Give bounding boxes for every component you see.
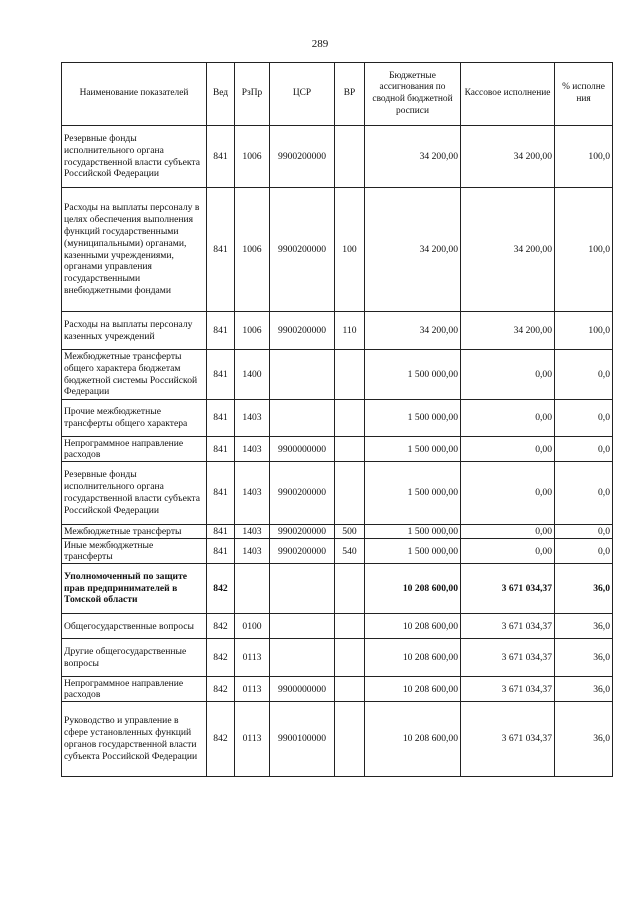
row-percent: 0,0 xyxy=(555,350,613,400)
table-row xyxy=(62,539,613,564)
row-csr: 9900200000 xyxy=(270,462,335,525)
row-ved: 841 xyxy=(207,188,235,312)
row-budget: 1 500 000,00 xyxy=(365,437,461,462)
row-percent: 36,0 xyxy=(555,702,613,777)
row-csr: 9900200000 xyxy=(270,312,335,350)
row-rzpr: 1006 xyxy=(235,312,270,350)
row-cash: 0,00 xyxy=(461,539,555,564)
row-rzpr: 1006 xyxy=(235,126,270,188)
table-row xyxy=(62,525,613,539)
row-name: Межбюджетные трансферты xyxy=(62,525,207,539)
header-cash-execution: Кассовое исполнение xyxy=(461,63,555,126)
row-csr xyxy=(270,564,335,614)
row-percent: 0,0 xyxy=(555,462,613,525)
row-budget: 1 500 000,00 xyxy=(365,525,461,539)
row-csr: 9900200000 xyxy=(270,525,335,539)
row-cash: 3 671 034,37 xyxy=(461,564,555,614)
row-percent: 36,0 xyxy=(555,614,613,639)
row-ved: 842 xyxy=(207,614,235,639)
row-vr: 100 xyxy=(335,188,365,312)
row-rzpr: 1006 xyxy=(235,188,270,312)
row-ved: 841 xyxy=(207,312,235,350)
row-budget: 34 200,00 xyxy=(365,188,461,312)
table-row xyxy=(62,188,613,312)
row-cash: 3 671 034,37 xyxy=(461,614,555,639)
row-percent: 0,0 xyxy=(555,400,613,437)
table-row xyxy=(62,126,613,188)
row-budget: 34 200,00 xyxy=(365,126,461,188)
row-budget: 10 208 600,00 xyxy=(365,702,461,777)
page-number: 289 xyxy=(311,38,329,50)
row-vr xyxy=(335,400,365,437)
row-rzpr: 0113 xyxy=(235,702,270,777)
row-vr xyxy=(335,462,365,525)
row-csr: 9900200000 xyxy=(270,539,335,564)
table-row xyxy=(62,462,613,525)
table-row xyxy=(62,702,613,777)
row-cash: 0,00 xyxy=(461,525,555,539)
row-vr xyxy=(335,350,365,400)
budget-execution-table xyxy=(61,62,613,777)
row-cash: 3 671 034,37 xyxy=(461,677,555,702)
row-vr xyxy=(335,702,365,777)
header-ved: Вед xyxy=(207,63,235,126)
row-name: Расходы на выплаты персоналу казенных учреждений xyxy=(62,312,207,350)
row-name: Уполномоченный по защите прав предпринимателей в Томской области xyxy=(62,564,207,614)
row-vr: 540 xyxy=(335,539,365,564)
row-ved: 841 xyxy=(207,462,235,525)
table-row xyxy=(62,437,613,462)
row-csr: 9900200000 xyxy=(270,126,335,188)
row-percent: 100,0 xyxy=(555,188,613,312)
row-vr xyxy=(335,126,365,188)
row-rzpr: 1403 xyxy=(235,462,270,525)
row-rzpr xyxy=(235,564,270,614)
row-budget: 10 208 600,00 xyxy=(365,614,461,639)
row-percent: 0,0 xyxy=(555,539,613,564)
row-rzpr: 0100 xyxy=(235,614,270,639)
row-name: Межбюджетные трансферты общего характера бюджетам бюджетной системы Российской Федерации xyxy=(62,350,207,400)
row-ved: 842 xyxy=(207,702,235,777)
row-cash: 0,00 xyxy=(461,462,555,525)
row-rzpr: 1403 xyxy=(235,525,270,539)
row-vr: 500 xyxy=(335,525,365,539)
header-budget-allocations: Бюджетные ассигнования по сводной бюджетной росписи xyxy=(365,63,461,126)
row-cash: 0,00 xyxy=(461,437,555,462)
row-vr xyxy=(335,614,365,639)
row-vr xyxy=(335,639,365,677)
row-percent: 36,0 xyxy=(555,677,613,702)
table-row xyxy=(62,312,613,350)
row-rzpr: 0113 xyxy=(235,639,270,677)
header-csr: ЦСР xyxy=(270,63,335,126)
row-percent: 100,0 xyxy=(555,312,613,350)
row-csr xyxy=(270,639,335,677)
row-budget: 1 500 000,00 xyxy=(365,400,461,437)
row-ved: 842 xyxy=(207,564,235,614)
row-budget: 1 500 000,00 xyxy=(365,462,461,525)
row-budget: 34 200,00 xyxy=(365,312,461,350)
row-csr: 9900000000 xyxy=(270,437,335,462)
header-indicator-name: Наименование показателей xyxy=(62,63,207,126)
row-rzpr: 1403 xyxy=(235,539,270,564)
table-row xyxy=(62,639,613,677)
row-ved: 842 xyxy=(207,677,235,702)
row-cash: 34 200,00 xyxy=(461,188,555,312)
row-name: Общегосударственные вопросы xyxy=(62,614,207,639)
row-ved: 841 xyxy=(207,126,235,188)
table-row-department-total xyxy=(62,564,613,614)
row-percent: 0,0 xyxy=(555,525,613,539)
row-name: Резервные фонды исполнительного органа государственной власти субъекта Российской Федерации xyxy=(62,462,207,525)
row-budget: 10 208 600,00 xyxy=(365,677,461,702)
row-ved: 841 xyxy=(207,539,235,564)
row-csr: 9900100000 xyxy=(270,702,335,777)
table-row xyxy=(62,614,613,639)
row-vr xyxy=(335,677,365,702)
row-percent: 36,0 xyxy=(555,639,613,677)
table-row xyxy=(62,400,613,437)
row-budget: 1 500 000,00 xyxy=(365,539,461,564)
row-name: Другие общегосударственные вопросы xyxy=(62,639,207,677)
table-row xyxy=(62,677,613,702)
row-name: Расходы на выплаты персоналу в целях обеспечения выполнения функций государственными (муниципальными) органами, казенными учреждениями, органами управления государственными внебюджетными фондами xyxy=(62,188,207,312)
row-budget: 1 500 000,00 xyxy=(365,350,461,400)
row-ved: 841 xyxy=(207,350,235,400)
header-vr: ВР xyxy=(335,63,365,126)
row-csr: 9900200000 xyxy=(270,188,335,312)
row-percent: 100,0 xyxy=(555,126,613,188)
row-percent: 0,0 xyxy=(555,437,613,462)
row-budget: 10 208 600,00 xyxy=(365,639,461,677)
row-rzpr: 1403 xyxy=(235,400,270,437)
row-vr xyxy=(335,437,365,462)
row-cash: 3 671 034,37 xyxy=(461,702,555,777)
row-name: Иные межбюджетные трансферты xyxy=(62,539,207,564)
row-csr xyxy=(270,350,335,400)
row-cash: 34 200,00 xyxy=(461,126,555,188)
row-name: Прочие межбюджетные трансферты общего характера xyxy=(62,400,207,437)
row-vr xyxy=(335,564,365,614)
row-rzpr: 0113 xyxy=(235,677,270,702)
row-ved: 841 xyxy=(207,437,235,462)
row-cash: 34 200,00 xyxy=(461,312,555,350)
header-rzpr: РзПр xyxy=(235,63,270,126)
header-execution-percent: % исполне ния xyxy=(555,63,613,126)
row-ved: 842 xyxy=(207,639,235,677)
table-row xyxy=(62,350,613,400)
table-header-row xyxy=(62,63,613,126)
row-ved: 841 xyxy=(207,525,235,539)
row-rzpr: 1403 xyxy=(235,437,270,462)
row-name: Непрограммное направление расходов xyxy=(62,677,207,702)
row-name: Непрограммное направление расходов xyxy=(62,437,207,462)
row-csr xyxy=(270,614,335,639)
row-vr: 110 xyxy=(335,312,365,350)
row-ved: 841 xyxy=(207,400,235,437)
row-percent: 36,0 xyxy=(555,564,613,614)
row-cash: 3 671 034,37 xyxy=(461,639,555,677)
row-cash: 0,00 xyxy=(461,350,555,400)
row-name: Резервные фонды исполнительного органа государственной власти субъекта Российской Федерации xyxy=(62,126,207,188)
row-cash: 0,00 xyxy=(461,400,555,437)
row-name: Руководство и управление в сфере установленных функций органов государственной власти субъекта Российской Федерации xyxy=(62,702,207,777)
row-rzpr: 1400 xyxy=(235,350,270,400)
row-csr xyxy=(270,400,335,437)
row-csr: 9900000000 xyxy=(270,677,335,702)
row-budget: 10 208 600,00 xyxy=(365,564,461,614)
